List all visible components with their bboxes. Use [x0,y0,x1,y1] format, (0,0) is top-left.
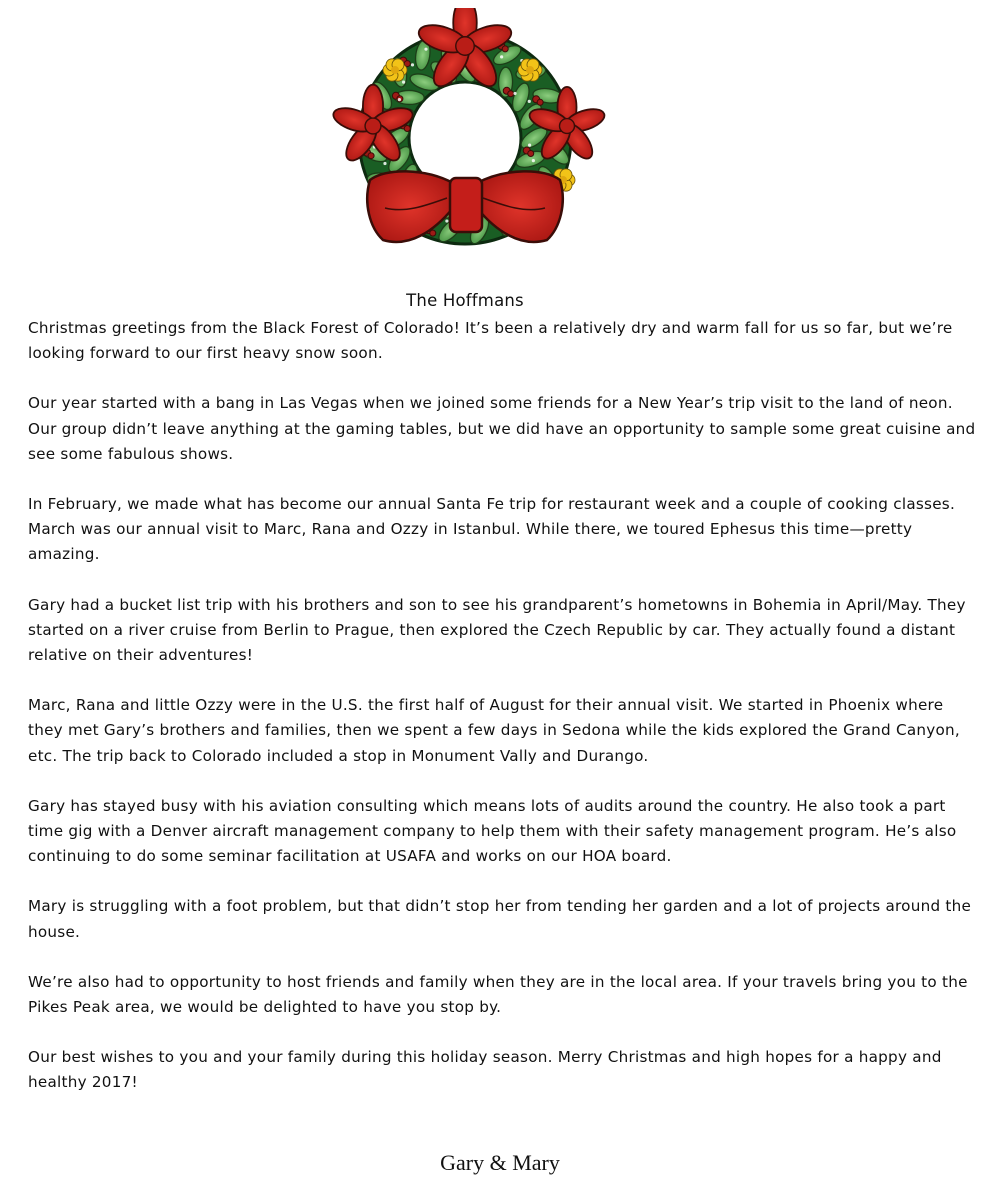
paragraph: Mary is struggling with a foot problem, but that didn’t stop her from tending her garden and a lot of projects around the house. [28,897,972,941]
letter-body [28,316,976,1121]
paragraph: Gary had a bucket list trip with his brothers and son to see his grandparent’s hometowns in Bohemia in April/May. They started on a river cruise from Berlin to Prague, then explored the Czech Republic by car. They actually found a distant relative on their adventures! [28,595,966,665]
paragraph: In February, we made what has become our annual Santa Fe trip for restaurant week and a couple of cooking classes. March was our annual visit to Marc, Rana and Ozzy in Istanbul. While there, we toured Ephesus this time—pretty amazing. [28,495,956,564]
paragraph: Our year started with a bang in Las Vegas when we joined some friends for a New Year’s trip visit to the land of neon. Our group didn’t leave anything at the gaming tables, but we did have an opportunity to sample some great cuisine and see some fabulous shows. [28,394,976,463]
paragraph: Christmas greetings from the Black Forest of Colorado! It’s been a relatively dry and warm fall for us so far, but we’re looking forward to our first heavy snow soon. [28,319,953,363]
letter-title: The Hoffmans [406,291,524,310]
paragraph: Gary has stayed busy with his aviation consulting which means lots of audits around the country. He also took a part time gig with a Denver aircraft management company to help them with their safety management program. He’s also continuing to do some seminar facilitation at USAFA and works on our HOA board. [28,796,957,866]
christmas-wreath-icon [315,8,615,258]
paragraph: Our best wishes to you and your family during this holiday season. Merry Christmas and high hopes for a happy and healthy 2017! [28,1048,942,1092]
bow-icon [367,171,563,242]
signature: Gary & Mary [440,1150,560,1175]
wreath-image [315,8,615,258]
paragraph: Marc, Rana and little Ozzy were in the U.S. the first half of August for their annual visit. We started in Phoenix where they met Gary’s brothers and families, then we spent a few days in Sedona while the kids explored the Grand Canyon, etc. The trip back to Colorado included a stop in Monument Vally and Durango. [28,696,961,765]
paragraph: We’re also had to opportunity to host friends and family when they are in the local area. If your travels bring you to the Pikes Peak area, we would be delighted to have you stop by. [28,972,968,1017]
